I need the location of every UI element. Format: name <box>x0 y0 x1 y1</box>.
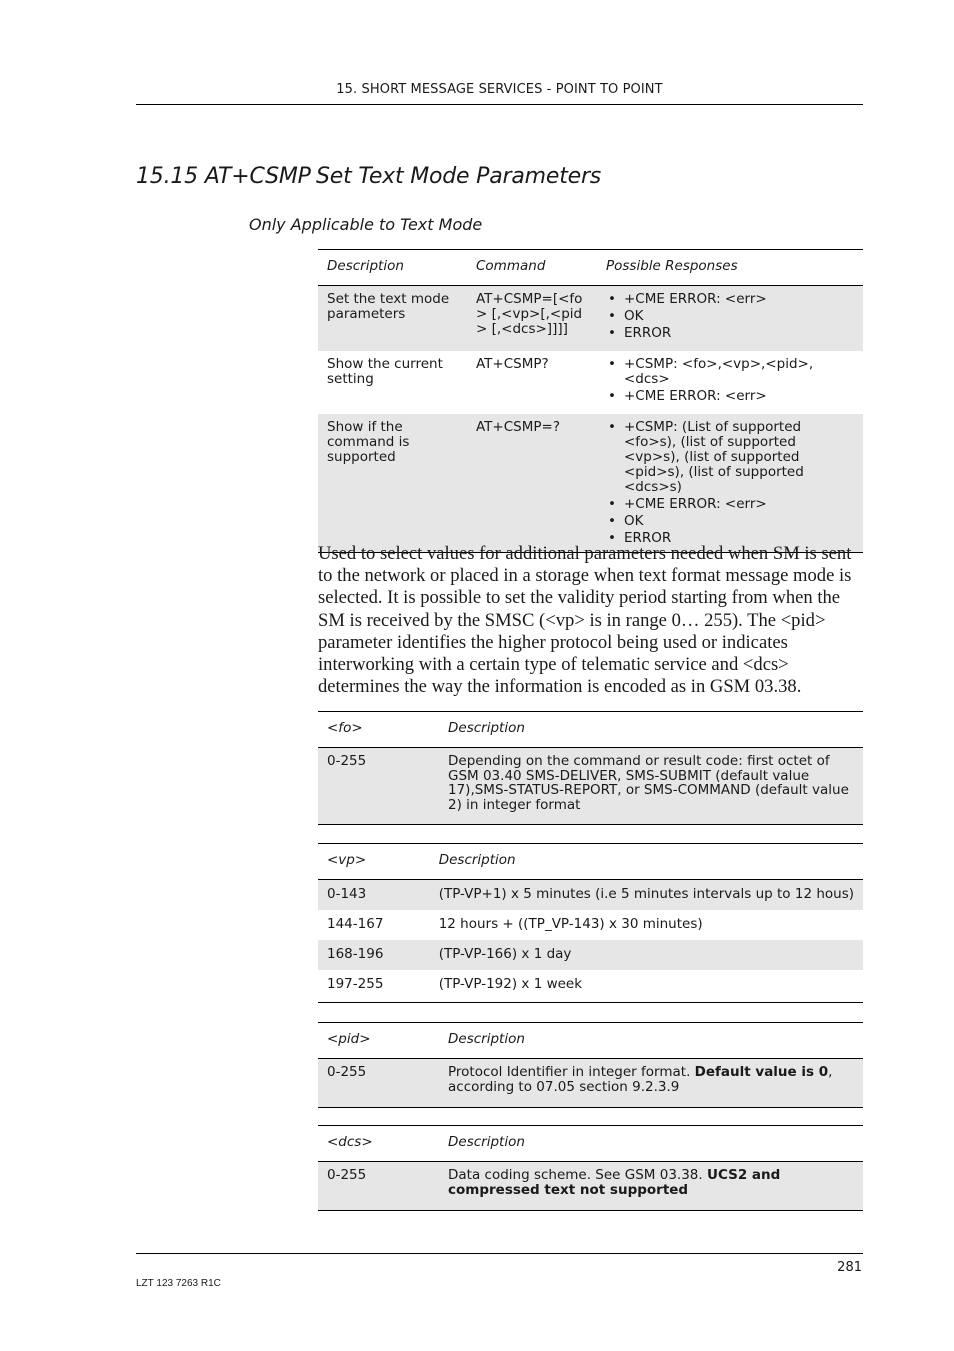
response-item: • OK <box>606 514 854 529</box>
running-header: 15. SHORT MESSAGE SERVICES - POINT TO POINT <box>336 82 663 97</box>
value-cell: 0-255 <box>318 748 439 825</box>
response-item: • +CSMP: <fo>,<vp>,<pid>,<dcs> <box>606 357 854 387</box>
section-title-text: Set Text Mode Parameters <box>316 164 602 189</box>
pid-table <box>318 1022 863 1108</box>
response-item: • +CME ERROR: <err> <box>606 389 854 404</box>
responses-cell <box>597 351 863 414</box>
response-item: • +CSMP: (List of supported <fo>s), (list of supported <vp>s), (list of supported <pid>s), (list of supported <dcs>s) <box>606 420 854 495</box>
response-item: • ERROR <box>606 531 854 546</box>
value-cell: 197-255 <box>327 976 384 992</box>
table-header-row <box>318 250 863 286</box>
description-cell: Depending on the command or result code: first octet of GSM 03.40 SMS-DELIVER, SMS-SUBMIT (default value 17),SMS-STATUS-REPORT, or SMS-COMMAND (default value 2) in integer format <box>439 748 863 825</box>
description-cell <box>439 1059 863 1108</box>
column-header: Description <box>439 1023 863 1059</box>
command-table <box>318 249 863 553</box>
table-row <box>318 1162 863 1211</box>
response-item: • OK <box>606 309 854 324</box>
response-item: • ERROR <box>606 326 854 341</box>
footer-rule <box>136 1253 863 1254</box>
table-row <box>318 1059 863 1108</box>
command-cell: AT+CSMP? <box>476 356 549 372</box>
command-cell: AT+CSMP=? <box>467 414 597 553</box>
table-row <box>318 414 863 553</box>
description-cell: Show if the command is supported <box>318 414 467 553</box>
dcs-table <box>318 1125 863 1211</box>
section-subtitle: Only Applicable to Text Mode <box>249 215 483 234</box>
table-row <box>318 910 863 940</box>
response-item: • +CME ERROR: <err> <box>606 497 854 512</box>
value-cell: 0-255 <box>318 1162 439 1211</box>
table-header-row <box>318 712 863 748</box>
column-header: <fo> <box>318 712 439 748</box>
column-header: Description <box>439 712 863 748</box>
table-header-row <box>318 1023 863 1059</box>
page-number: 281 <box>837 1260 862 1275</box>
column-header: Description <box>430 844 863 880</box>
response-item: • +CME ERROR: <err> <box>606 292 854 307</box>
document-id: LZT 123 7263 R1C <box>136 1278 221 1289</box>
description-cell <box>439 1162 863 1211</box>
column-header: Description <box>439 1126 863 1162</box>
table-row <box>318 940 863 970</box>
responses-cell <box>597 286 863 352</box>
description-cell: Set the text mode parameters <box>318 286 467 352</box>
table-row <box>318 286 863 352</box>
description-cell: (TP-VP-192) x 1 week <box>438 976 583 992</box>
table-row <box>318 970 863 1003</box>
vp-table <box>318 843 863 1003</box>
responses-cell <box>597 414 863 553</box>
column-header: <dcs> <box>318 1126 439 1162</box>
value-cell: 0-255 <box>318 1059 439 1108</box>
command-cell: AT+CSMP=[<fo> [,<vp>[,<pid> [,<dcs>]]]] <box>467 286 597 352</box>
column-header: Command <box>467 250 597 286</box>
section-title <box>136 164 601 189</box>
description-text: Data coding scheme. See GSM 03.38. <box>448 1167 707 1183</box>
unsupported-note: UCS2 and compressed text not supported <box>448 1167 781 1198</box>
value-cell: 168-196 <box>318 940 430 970</box>
body-paragraph: Used to select values for additional parameters needed when SM is sent to the network or placed in a storage when text format message mode is selected. It is possible to set the validity period starting from when the SM is received by the SMSC (<vp> is in range 0… 255). The <pid> parameter identifies the higher protocol being used or indicates interworking with a certain type of telematic service and <dcs> determines the way the information is encoded as in GSM 03.38. <box>318 543 852 698</box>
default-value-note: Default value is 0 <box>694 1064 829 1080</box>
description-text: Protocol Identifier in integer format. <box>448 1064 695 1080</box>
table-row <box>318 748 863 825</box>
column-header: <vp> <box>318 844 430 880</box>
header-rule <box>136 104 863 105</box>
section-number: 15.15 AT+CSMP <box>136 164 311 189</box>
column-header: Description <box>318 250 467 286</box>
table-row <box>318 880 863 911</box>
column-header: <pid> <box>318 1023 439 1059</box>
table-row <box>318 351 863 414</box>
description-cell: 12 hours + ((TP_VP-143) x 30 minutes) <box>438 916 703 932</box>
description-cell: (TP-VP+1) x 5 minutes (i.e 5 minutes intervals up to 12 hous) <box>430 880 863 911</box>
description-cell: (TP-VP-166) x 1 day <box>430 940 863 970</box>
description-text: , according to 07.05 section 9.2.3.9 <box>448 1064 833 1095</box>
value-cell: 144-167 <box>327 916 384 932</box>
fo-table <box>318 711 863 825</box>
table-header-row <box>318 1126 863 1162</box>
table-header-row <box>318 844 863 880</box>
column-header: Possible Responses <box>597 250 863 286</box>
description-cell: Show the current setting <box>327 356 443 387</box>
value-cell: 0-143 <box>318 880 430 911</box>
